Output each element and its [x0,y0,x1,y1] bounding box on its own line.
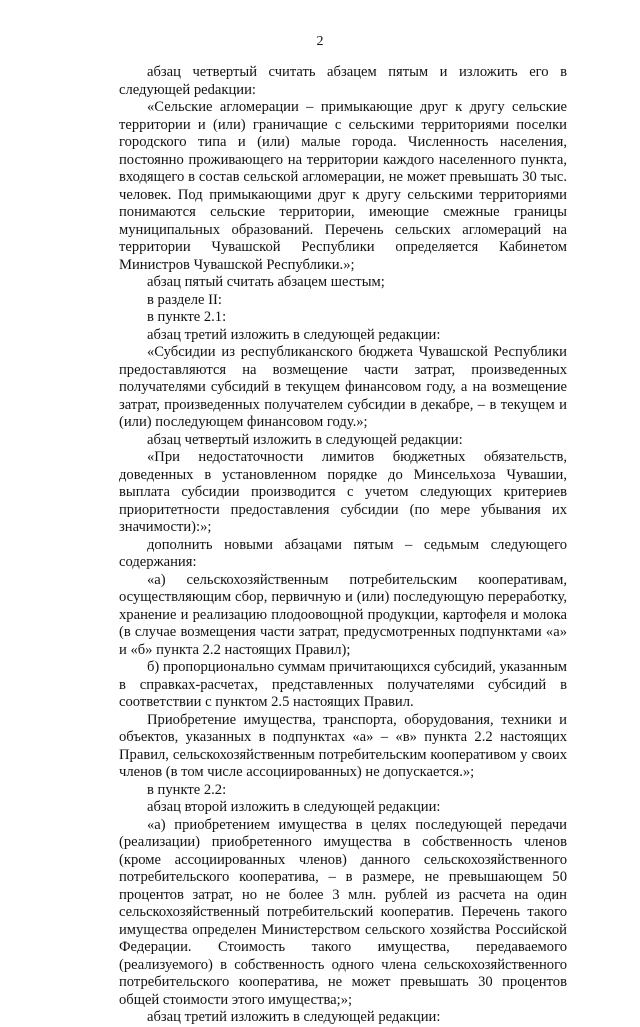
paragraph: в разделе II: [147,291,222,308]
paragraph: «При недостаточности лимитов бюджетных обязательств, доведенных в установленном порядке до Минсельхоза Чувашии, выплата субсидии производится с учетом следующих критериев приоритетности предоставления субсидии (по мере убывания их значимости):»; [119,449,567,535]
paragraph: «а) сельскохозяйственным потребительским кооперативам, осуществляющим сбор, первичную и (или) последующую переработку, хранение и реализацию плодоовощной продукции, картофеля и молока (в случае возмещения части затрат, предусмотренных подпунктами «а» и «б» пункта 2.2 настоящих Правил); [119,571,567,658]
paragraph: абзац второй изложить в следующей редакции: [147,799,441,815]
paragraph: б) пропорционально суммам причитающихся субсидий, указанным в справках-расчетах, представленных получателями субсидий в соответствии с пунктом 2.5 настоящих Правил. [119,659,567,710]
paragraph: абзац пятый считать абзацем шестым; [147,274,385,290]
paragraph: дополнить новыми абзацами пятым – седьмым следующего содержания: [119,536,567,570]
paragraph: в пункте 2.1: [147,309,227,325]
paragraph: «Субсидии из республиканского бюджета Чувашской Республики предоставляются на возмещение части затрат, произведенных получателями субсидий в текущем финансовом году, а на возмещение затрат, произведенных получателем субсидии в декабре, – в текущем и (или) последующем финансовом году.»; [119,344,567,430]
paragraph: Приобретение имущества, транспорта, оборудования, техники и объектов, указанных в подпунктах «а» – «в» пункта 2.2 настоящих Правил, сельскохозяйственным потребительским кооперативом у своих членов (в том числе ассоциированных) не допускается.»; [119,711,567,780]
paragraph: абзац третий изложить в следующей редакции: [147,1009,441,1025]
paragraph: в пункте 2.2: [147,781,227,798]
paragraph: абзац четвертый изложить в следующей редакции: [147,431,463,448]
paragraph: «Сельские агломерации – примыкающие друг к другу сельские территории и (или) граничащие с сельскими территориями поселки городского типа и (или) малые города. Численность населения, постоянно проживающего на территории каждого населенного пункта, входящего в состав сельской агломерации, не может превышать 30 тыс. человек. Под примыкающими друг к другу сельскими территориями понимаются сельские территории, имеющие смежные границы муниципальных образований. Перечень сельских агломераций на территории Чувашской Республики определяется Кабинетом Министров Чувашской Республики.»; [119,99,567,273]
paragraph: абзац третий изложить в следующей редакции: [147,326,441,343]
page-number: 2 [316,34,324,49]
document-body [119,64,567,1027]
paragraph: абзац четвертый считать абзацем пятым и изложить его в следующей реdакции: [119,64,567,98]
paragraph: «а) приобретением имущества в целях последующей передачи (реализации) приобретенного имущества в собственность членов (кроме ассоциированных членов) данного сельскохозяйственного потребительского кооператива, – в размере, не превышающем 50 процентов затрат, но не более 3 млн. рублей из расчета на один сельскохозяйственный потребительский кооператив. Перечень такого имущества определен Министерством сельского хозяйства Российской Федерации. Стоимость такого имущества, передаваемого (реализуемого) в собственность одного члена сельскохозяйственного потребительского кооператива, не может превышать 30 процентов общей стоимости этого имущества;»; [119,816,567,1008]
